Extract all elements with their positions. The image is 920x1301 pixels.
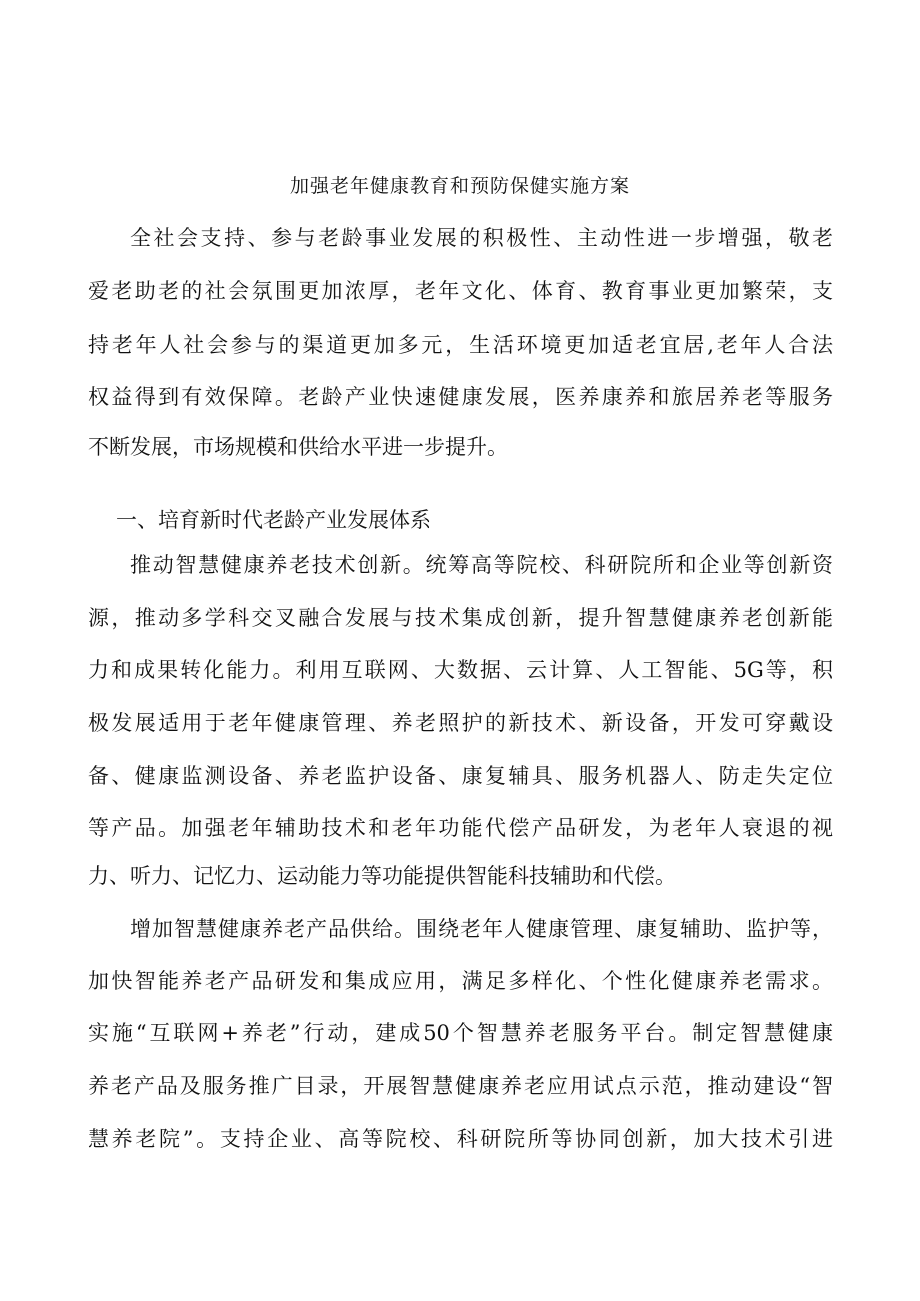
paragraph2-line-3: 实施“互联网+养老”行动，建成50个智慧养老服务平台。制定智慧健康 (88, 1021, 833, 1045)
intro-line-2: 爱老助老的社会氛围更加浓厚，老年文化、体育、教育事业更加繁荣，支 (88, 279, 833, 303)
intro-line-1: 全社会支持、参与老龄事业发展的积极性、主动性进一步增强，敬老 (130, 226, 833, 250)
paragraph1-line-6: 等产品。加强老年辅助技术和老年功能代偿产品研发，为老年人衰退的视 (88, 816, 833, 840)
intro-line-4: 权益得到有效保障。老龄产业快速健康发展，医养康养和旅居养老等服务 (88, 385, 833, 409)
paragraph1-line-4: 极发展适用于老年健康管理、养老照护的新技术、新设备，开发可穿戴设 (88, 711, 833, 735)
paragraph2-line-4: 养老产品及服务推广目录，开展智慧健康养老应用试点示范，推动建设“智 (88, 1074, 833, 1098)
paragraph2-line-5: 慧养老院”。支持企业、高等院校、科研院所等协同创新，加大技术引进 (88, 1127, 833, 1151)
section-heading: 一、培育新时代老龄产业发展体系 (116, 508, 431, 532)
paragraph1-line-7: 力、听力、记忆力、运动能力等功能提供智能科技辅助和代偿。 (88, 864, 676, 888)
paragraph1-line-5: 备、健康监测设备、养老监护设备、康复辅具、服务机器人、防走失定位 (88, 764, 833, 788)
intro-line-5: 不断发展，市场规模和供给水平进一步提升。 (88, 435, 508, 459)
paragraph1-line-3: 力和成果转化能力。利用互联网、大数据、云计算、人工智能、5G等，积 (88, 658, 833, 682)
document-title: 加强老年健康教育和预防保健实施方案 (289, 175, 630, 197)
paragraph2-line-2: 加快智能养老产品研发和集成应用，满足多样化、个性化健康养老需求。 (88, 969, 833, 993)
paragraph1-line-2: 源，推动多学科交叉融合发展与技术集成创新，提升智慧健康养老创新能 (88, 606, 833, 630)
intro-line-3: 持老年人社会参与的渠道更加多元，生活环境更加适老宜居,老年人合法 (88, 333, 833, 357)
paragraph1-line-1: 推动智慧健康养老技术创新。统筹高等院校、科研院所和企业等创新资 (130, 553, 833, 577)
paragraph2-line-1: 增加智慧健康养老产品供给。围绕老年人健康管理、康复辅助、监护等， (130, 917, 833, 941)
